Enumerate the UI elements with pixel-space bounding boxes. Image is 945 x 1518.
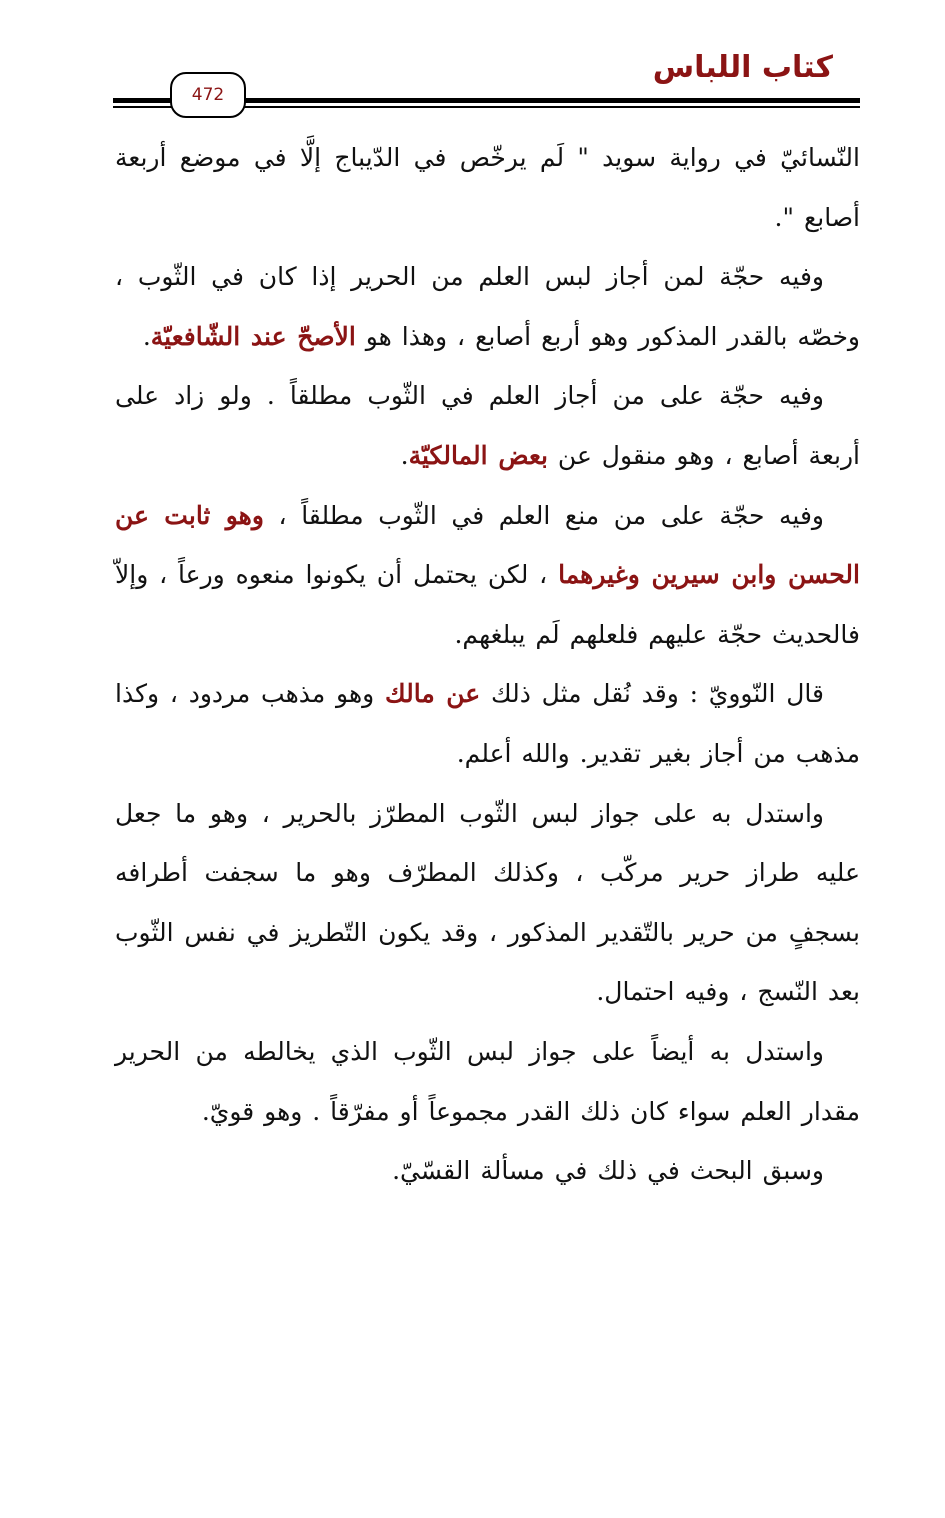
paragraph — [115, 247, 860, 366]
text-run: واستدل به على جواز لبس الثّوب المطرّز بالحرير ، وهو ما جعل عليه طراز حرير مركّب ، وكذلك المطرّف وهو ما سجفت أطرافه بسجفٍ من حرير بالتّقدير المذكور ، وقد يكون التّطريز في نفس الثّوب بعد النّسج ، وفيه احتمال. — [115, 798, 860, 1007]
text-run: . — [400, 440, 409, 470]
paragraph — [115, 128, 860, 247]
highlighted-text: بعض المالكيّة — [408, 440, 548, 470]
text-run: وفيه حجّة لمن أجاز لبس العلم من الحرير إذا كان في الثّوب ، وخصّه بالقدر المذكور وهو أربع أصابع ، وهذا هو — [115, 262, 860, 351]
page-header — [0, 0, 945, 130]
highlighted-text: وهو ثابت عن الحسن وابن سيرين وغيرهما — [115, 500, 860, 590]
text-run: وفيه حجّة على من أجاز العلم في الثّوب مطلقاً . ولو زاد على أربعة أصابع ، وهو منقول عن — [115, 381, 860, 470]
paragraph — [115, 486, 860, 665]
text-run: وفيه حجّة على من منع العلم في الثّوب مطلقاً ، — [263, 500, 824, 530]
text-run: وهو مذهب مردود ، وكذا مذهب من أجاز بغير تقدير. والله أعلم. — [115, 679, 860, 768]
text-run: واستدل به أيضاً على جواز لبس الثّوب الذي يخالطه من الحرير مقدار العلم سواء كان ذلك القدر مجموعاً أو مفرّقاً . وهو قويّ. — [115, 1036, 860, 1126]
page-body — [115, 128, 860, 1201]
highlighted-text: الأصحّ عند الشّافعيّة — [150, 321, 356, 351]
text-run: . — [142, 321, 151, 351]
text-run: قال النّوويّ : وقد نُقل مثل ذلك — [480, 679, 824, 709]
page-number: 472 — [170, 72, 246, 118]
paragraph — [115, 1141, 860, 1201]
text-run: وسبق البحث في ذلك في مسألة القسّيّ. — [392, 1156, 824, 1186]
book-title: كتاب اللباس — [652, 50, 833, 85]
paragraph — [115, 784, 860, 1022]
highlighted-text: عن مالك — [385, 679, 481, 709]
text-run: النّسائيّ في رواية سويد " لَم يرخّص في الدّيباج إلَّا في موضع أربعة أصابع ". — [115, 143, 860, 232]
paragraph — [115, 664, 860, 783]
text-run: ، لكن يحتمل أن يكونوا منعوه ورعاً ، وإلاّ فالحديث حجّة عليهم فلعلهم لَم يبلغهم. — [115, 560, 860, 649]
paragraph — [115, 1022, 860, 1141]
paragraph — [115, 366, 860, 485]
